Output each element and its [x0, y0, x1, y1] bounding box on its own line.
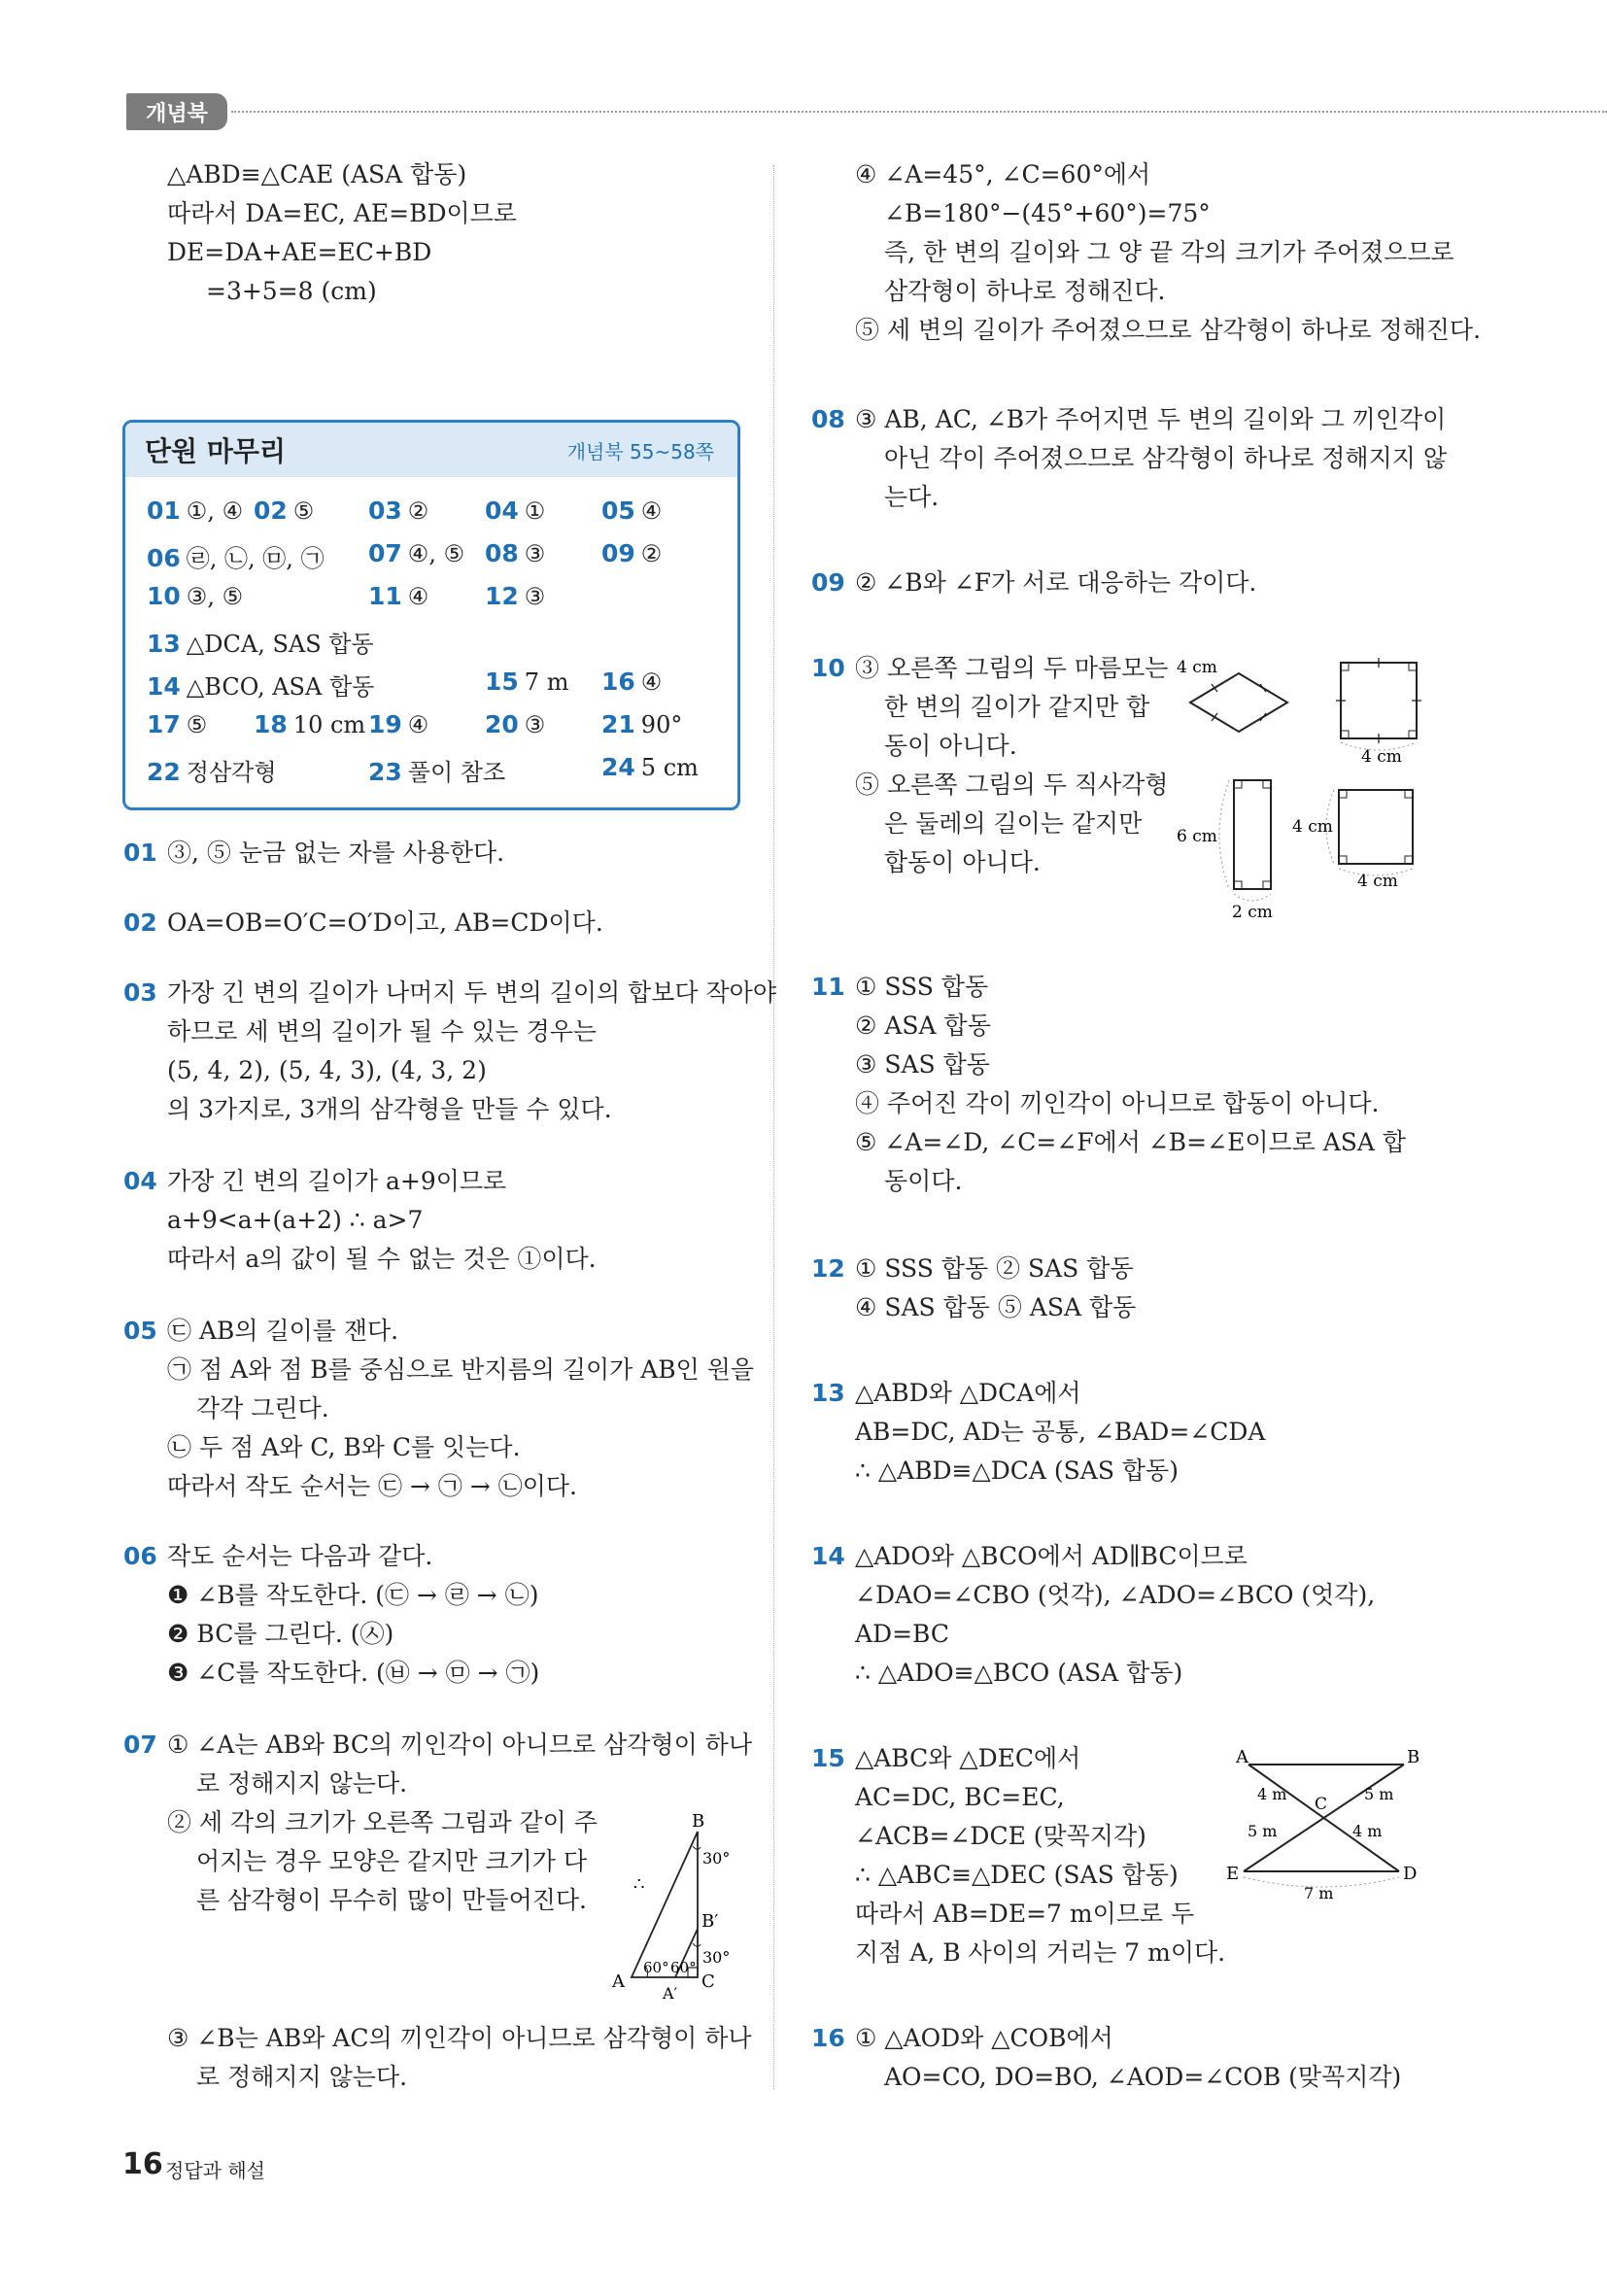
answer-07-cont: ③ ∠B는 AB와 AC의 끼인각이 아니므로 삼각형이 하나 로 정해지지 않는다.	[167, 2024, 752, 2091]
answer-10: 10 ③ 오른쪽 그림의 두 마름모는 한 변의 길이가 같지만 합 동이 아니다. ⑤ 오른쪽 그림의 두 직사각형 은 둘레의 길이는 같지만 합동이 아니다.	[811, 654, 1169, 876]
angle-60-left: 60°	[643, 1959, 669, 1976]
square2-width-label: 4 cm	[1357, 872, 1398, 891]
answer-12: 12 ① SSS 합동 ② SAS 합동 ④ SAS 합동 ⑤ ASA 합동	[811, 1254, 1137, 1321]
summary-page-ref: 개념북 55~58쪽	[566, 439, 714, 463]
answer-11: 11 ① SSS 합동 ② ASA 합동 ③ SAS 합동 ④ 주어진 각이 끼인각이 아니므로 합동이 아니다. ⑤ ∠A=∠D, ∠C=∠F에서 ∠B=∠E이므로 ASA 합 동이다.	[811, 973, 1407, 1195]
label-B: B	[1407, 1747, 1420, 1767]
figure-15-bowtie	[1214, 1739, 1438, 1904]
rect-height-label: 6 cm	[1177, 827, 1217, 846]
len-7m: 7 m	[1304, 1884, 1334, 1902]
summary-item: 10 ③, ⑤	[147, 582, 244, 610]
answer-07: 07 ① ∠A는 AB와 BC의 끼인각이 아니므로 삼각형이 하나 로 정해지지 않는다. ② 세 각의 크기가 오른쪽 그림과 같이 주 어지는 경우 모양은 같지만 크기가 다 른 삼각형이 무수히 많이 만들어진다.	[123, 1731, 752, 1914]
summary-item: 18 10 cm	[254, 710, 366, 738]
summary-item: 20 ③	[485, 710, 546, 738]
summary-item: 12 ③	[485, 582, 546, 610]
angle-30-top: 30°	[702, 1849, 731, 1868]
len-5m-left: 5 m	[1248, 1822, 1278, 1840]
label-A: A	[612, 1971, 625, 1992]
footer-label: 정답과 해설	[165, 2159, 265, 2182]
header-divider	[231, 111, 1607, 113]
svg-text:∴: ∴	[633, 1874, 645, 1895]
label-A: A	[1236, 1747, 1248, 1767]
answer-06: 06 작도 순서는 다음과 같다. ❶ ∠B를 작도한다. (㉢ → ㉣ → ㉡) ❷ BC를 그린다. (㉦) ❸ ∠C를 작도한다. (㉥ → ㉤ → ㉠)	[123, 1542, 540, 1687]
answer-04: 04 가장 긴 변의 길이가 a+9이므로 a+9<a+(a+2) ∴ a>7 따라서 a의 값이 될 수 없는 것은 ①이다.	[123, 1167, 597, 1273]
summary-item: 21 90°	[601, 710, 683, 738]
label-B: B	[692, 1811, 705, 1832]
answer-13: 13 △ABD와 △DCA에서 AB=DC, AD는 공통, ∠BAD=∠CDA ∴ △ABD≡△DCA (SAS 합동)	[811, 1379, 1266, 1485]
summary-item: 03 ②	[368, 497, 429, 525]
summary-item: 07 ④, ⑤	[368, 539, 465, 567]
answer-02: 02 OA=OB=O′C=O′D이고, AB=CD이다.	[123, 908, 603, 937]
summary-item: 09 ②	[601, 539, 663, 567]
answer-01: 01 ③, ⑤ 눈금 없는 자를 사용한다.	[123, 839, 505, 867]
answer-05: 05 ㉢ AB의 길이를 잰다. ㉠ 점 A와 점 B를 중심으로 반지름의 길이가 AB인 원을 각각 그린다. ㉡ 두 점 A와 C, B와 C를 잇는다. 따라서 작도 순서는 ㉢ → ㉠ → ㉡이다.	[123, 1317, 755, 1500]
summary-item: 22 정삼각형	[147, 758, 277, 786]
summary-item: 13 △DCA, SAS 합동	[147, 630, 374, 658]
section-tag: 개념북	[126, 93, 227, 130]
intro-block: △ABD≡△CAE (ASA 합동) 따라서 DA=EC, AE=BD이므로 DE=DA+AE=EC+BD =3+5=8 (cm)	[167, 160, 517, 305]
angle-30-bottom: 30°	[702, 1948, 731, 1967]
len-4m-right: 4 m	[1352, 1822, 1383, 1840]
len-4m-left: 4 m	[1257, 1785, 1287, 1803]
summary-item: 08 ③	[485, 539, 546, 567]
summary-item: 04 ①	[485, 497, 546, 525]
len-5m-right: 5 m	[1364, 1785, 1394, 1803]
answer-03: 03 가장 긴 변의 길이가 나머지 두 변의 길이의 합보다 작아야 하므로 세 변의 길이가 될 수 있는 경우는 (5, 4, 2), (5, 4, 3), (4, 3, 2) 의 3가지로, 3개의 삼각형을 만들 수 있다.	[123, 978, 776, 1123]
summary-item: 16 ④	[601, 668, 663, 696]
summary-item: 05 ④	[601, 497, 663, 525]
summary-item: 19 ④	[368, 710, 429, 738]
answer-14: 14 △ADO와 △BCO에서 AD∥BC이므로 ∠DAO=∠CBO (엇각), ∠ADO=∠BCO (엇각), AD=BC ∴ △ADO≡△BCO (ASA 합동)	[811, 1542, 1376, 1687]
figure-07-triangles	[583, 1807, 738, 2002]
answer-07-continued: ④ ∠A=45°, ∠C=60°에서 ∠B=180°−(45°+60°)=75° 즉, 한 변의 길이와 그 양 끝 각의 크기가 주어졌으므로 삼각형이 하나로 정해진다. ⑤ 세 변의 길이가 주어졌으므로 삼각형이 하나로 정해진다.	[855, 160, 1482, 344]
summary-item: 01 ①, ④	[147, 497, 244, 525]
summary-item: 14 △BCO, ASA 합동	[147, 672, 375, 701]
label-A-prime: A′	[663, 1984, 678, 2002]
summary-item: 15 7 m	[485, 668, 569, 696]
angle-60-right: 60°	[670, 1959, 697, 1976]
label-B-prime: B′	[701, 1911, 719, 1932]
summary-item: 11 ④	[368, 582, 429, 610]
square-side-label: 4 cm	[1361, 747, 1402, 767]
label-C: C	[1315, 1795, 1328, 1814]
summary-item: 06 ㉣, ㉡, ㉤, ㉠	[147, 544, 325, 572]
answer-08: 08 ③ AB, AC, ∠B가 주어지면 두 변의 길이와 그 끼인각이 아닌 각이 주어졌으므로 삼각형이 하나로 정해지지 않 는다.	[811, 405, 1447, 511]
summary-title: 단원 마무리	[145, 435, 286, 467]
summary-item: 02 ⑤	[254, 497, 315, 525]
answer-15: 15 △ABC와 △DEC에서 AC=DC, BC=EC, ∠ACB=∠DCE (맞꼭지각) ∴ △ABC≡△DEC (SAS 합동) 따라서 AB=DE=7 m이므로 두 지점 A, B 사이의 거리는 7 m이다.	[811, 1744, 1226, 1967]
page-number: 16	[122, 2147, 163, 2181]
figure-10-shapes	[1171, 649, 1443, 921]
summary-item: 17 ⑤	[147, 710, 208, 738]
label-D: D	[1403, 1864, 1418, 1884]
answer-09: 09 ② ∠B와 ∠F가 서로 대응하는 각이다.	[811, 568, 1257, 597]
summary-item: 23 풀이 참조	[368, 758, 506, 786]
label-C: C	[701, 1971, 715, 1992]
rect-width-label: 2 cm	[1232, 903, 1273, 921]
answer-16: 16 ① △AOD와 △COB에서 AO=CO, DO=BO, ∠AOD=∠COB (맞꼭지각)	[811, 2024, 1402, 2091]
label-E: E	[1226, 1864, 1240, 1884]
summary-item: 24 5 cm	[601, 753, 699, 781]
summary-header	[125, 423, 737, 477]
unit-summary-box	[122, 420, 740, 810]
rhombus-side-label: 4 cm	[1177, 658, 1217, 677]
square2-height-label: 4 cm	[1292, 817, 1333, 837]
